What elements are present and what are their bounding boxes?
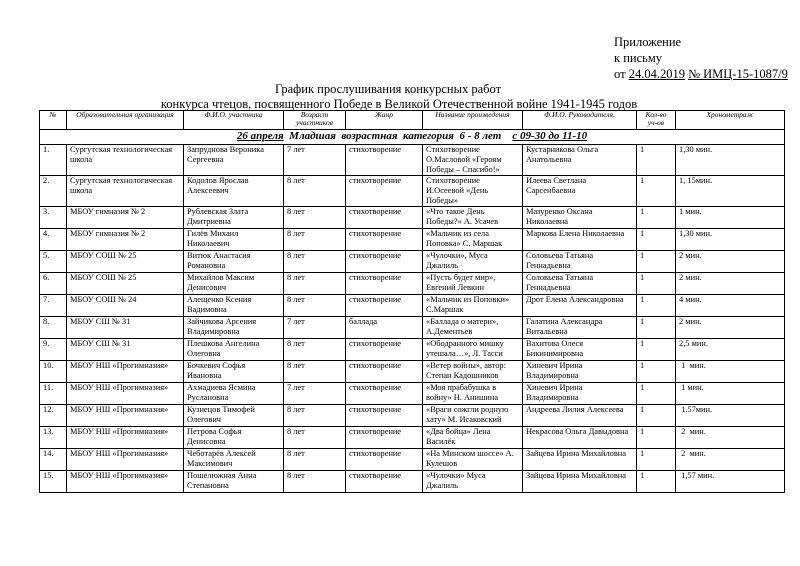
table-cell: МБОУ СОШ № 25: [67, 273, 184, 295]
table-row: [40, 295, 785, 317]
table-cell: 8 лет: [284, 251, 346, 273]
table-cell: «Чулочки», Муса Джалиль: [423, 251, 523, 273]
table-cell: 8 лет: [284, 339, 346, 361]
table-cell: МБОУ НШ «Прогимназия»: [67, 449, 184, 471]
column-header: Возраст участников: [284, 111, 346, 130]
table-cell: стихотворение: [346, 339, 423, 361]
banner-cell: [40, 130, 785, 145]
table-cell: 1: [637, 383, 676, 405]
table-cell: 1: [637, 176, 676, 207]
table-cell: Бочкевич Софья Ивановна: [184, 361, 284, 383]
table-cell: 1: [637, 229, 676, 251]
table-cell: Галатина Александра Витальевна: [523, 317, 637, 339]
table-cell: МБОУ НШ «Прогимназия»: [67, 471, 184, 493]
table-cell: Некрасова Ольга Давыдовна: [523, 427, 637, 449]
table-row: [40, 471, 785, 493]
annex-line-3: [614, 66, 788, 82]
annex-line-2: к письму: [614, 51, 662, 65]
table-cell: 8 лет: [284, 273, 346, 295]
table-cell: 9.: [40, 339, 67, 361]
table-cell: Рублевская Злата Дмитриевна: [184, 207, 284, 229]
table-cell: Соловьева Татьяна Геннадьевна: [523, 251, 637, 273]
table-cell: 1: [637, 361, 676, 383]
table-cell: 4 мин.: [676, 295, 785, 317]
table-cell: Алещенко Ксения Вадимовна: [184, 295, 284, 317]
table-cell: Вахитова Олеся Бикинимировна: [523, 339, 637, 361]
table-cell: 1, 15мин.: [676, 176, 785, 207]
table-cell: 15.: [40, 471, 67, 493]
table-cell: 10.: [40, 361, 67, 383]
table-row: [40, 427, 785, 449]
table-cell: МБОУ СШ № 31: [67, 339, 184, 361]
table-cell: Михайлов Максим Денисович: [184, 273, 284, 295]
table-cell: 8 лет: [284, 295, 346, 317]
table-cell: 1: [637, 405, 676, 427]
table-cell: 2 мин.: [676, 317, 785, 339]
table-cell: 7 лет: [284, 383, 346, 405]
table-cell: МБОУ СОШ № 24: [67, 295, 184, 317]
table-cell: 1 мин.: [676, 383, 785, 405]
column-header: Образовательная организация: [67, 111, 184, 130]
column-header: Ф.И.О. Руководителя,: [523, 111, 637, 130]
banner-date: 26 апреля: [236, 130, 284, 142]
document-subtitle: конкурса чтецов, посвященного Победе в Великой Отечественной войне 1941-1945 годов: [160, 97, 638, 111]
table-cell: Чеботарёв Алексей Максимович: [184, 449, 284, 471]
table-cell: стихотворение: [346, 449, 423, 471]
table-cell: «Ветер войны», автор: Степан Кадошников: [423, 361, 523, 383]
table-cell: «Пусть будет мир», Евгений Левкин: [423, 273, 523, 295]
table-cell: стихотворение: [346, 295, 423, 317]
table-cell: стихотворение: [346, 145, 423, 176]
table-row: [40, 145, 785, 176]
table-cell: 8 лет: [284, 176, 346, 207]
table-cell: 8 лет: [284, 229, 346, 251]
table-cell: «Чулочки» Муса Джалиль: [423, 471, 523, 493]
table-cell: «Что такое День Победы?» А. Усачев: [423, 207, 523, 229]
table-cell: 1: [637, 207, 676, 229]
table-cell: Маркова Елена Николаевна: [523, 229, 637, 251]
table-cell: стихотворение: [346, 273, 423, 295]
table-cell: 11.: [40, 383, 67, 405]
document-title: График прослушивания конкурсных работ: [274, 82, 502, 96]
table-cell: 5.: [40, 251, 67, 273]
table-cell: 7.: [40, 295, 67, 317]
table-cell: 1,57 мин.: [676, 471, 785, 493]
table-cell: МБОУ НШ «Прогимназия»: [67, 383, 184, 405]
table-row: [40, 273, 785, 295]
column-header: Ф.И.О. участника: [184, 111, 284, 130]
table-cell: МБОУ гимназия № 2: [67, 207, 184, 229]
table-cell: 2 мин.: [676, 273, 785, 295]
table-cell: 4.: [40, 229, 67, 251]
table-cell: «Враги сожгли родную хату» М. Исаковский: [423, 405, 523, 427]
table-cell: «Два бойца» Лена Василёк: [423, 427, 523, 449]
table-cell: «Моя прабабушка в войну» Н. Анишина: [423, 383, 523, 405]
table-cell: Кузнецов Тимофей Олегович: [184, 405, 284, 427]
table-cell: 1: [637, 145, 676, 176]
table-cell: Андреева Лилия Алексеева: [523, 405, 637, 427]
table-cell: Дрот Елена Александровна: [523, 295, 637, 317]
table-cell: Соловьева Татьяна Геннадьевна: [523, 273, 637, 295]
table-cell: 1.: [40, 145, 67, 176]
table-cell: Запруднова Вероника Сергеевна: [184, 145, 284, 176]
table-cell: стихотворение: [346, 229, 423, 251]
banner-time: с 09-30 до 11-10: [512, 130, 588, 142]
table-cell: стихотворение: [346, 176, 423, 207]
table-cell: Сургутская технологическая школа: [67, 145, 184, 176]
table-row: [40, 449, 785, 471]
table-cell: 8 лет: [284, 471, 346, 493]
table-cell: Стихотворение И.Осеевой «День Победы»: [423, 176, 523, 207]
table-cell: 2 мин.: [676, 427, 785, 449]
table-cell: 8 лет: [284, 449, 346, 471]
annex-block: [614, 34, 788, 82]
table-cell: стихотворение: [346, 383, 423, 405]
table-cell: Зайцева Ирина Михайловна: [523, 449, 637, 471]
table-cell: 12.: [40, 405, 67, 427]
table-cell: «Ободранного мишку утешала…», Л. Тасси: [423, 339, 523, 361]
table-cell: 1: [637, 471, 676, 493]
table-cell: 1: [637, 339, 676, 361]
table-cell: Зайцева Ирина Михайловна: [523, 471, 637, 493]
column-header: Жанр: [346, 111, 423, 130]
table-row: [40, 207, 785, 229]
table-cell: МБОУ гимназия № 2: [67, 229, 184, 251]
table-cell: МБОУ СШ № 31: [67, 317, 184, 339]
table-cell: МБОУ СОШ № 25: [67, 251, 184, 273]
table-cell: Петрова Софья Денисовна: [184, 427, 284, 449]
table-cell: 1: [637, 251, 676, 273]
table-cell: Сургутская технологическая школа: [67, 176, 184, 207]
table-cell: Хиневич Ирина Владимировна: [523, 383, 637, 405]
annex-number: № ИМЦ-15-1087/9: [688, 67, 788, 81]
schedule-table: [39, 110, 785, 493]
table-row: [40, 317, 785, 339]
table-cell: «Мальчик из Поповки» С.Маршак: [423, 295, 523, 317]
annex-line-1: Приложение: [614, 35, 682, 49]
table-cell: 3.: [40, 207, 67, 229]
column-header: №: [40, 111, 67, 130]
table-cell: Гилёв Михаил Николаевич: [184, 229, 284, 251]
annex-from: от: [614, 67, 629, 81]
table-cell: стихотворение: [346, 207, 423, 229]
table-cell: МБОУ НШ «Прогимназия»: [67, 361, 184, 383]
table-cell: стихотворение: [346, 361, 423, 383]
table-cell: 1: [637, 427, 676, 449]
table-cell: Кустарникова Ольга Анатольевна: [523, 145, 637, 176]
table-cell: Пошелюжная Анна Степановна: [184, 471, 284, 493]
banner-row: [40, 130, 785, 145]
table-cell: 1: [637, 273, 676, 295]
table-cell: 2,5 мин.: [676, 339, 785, 361]
table-cell: 8 лет: [284, 427, 346, 449]
column-header: Хронометраж: [676, 111, 785, 130]
table-cell: «Мальчик из села Поповка» С. Маршак: [423, 229, 523, 251]
table-row: [40, 361, 785, 383]
table-cell: Кодолов Ярослав Алексеевич: [184, 176, 284, 207]
table-cell: 2 мин.: [676, 251, 785, 273]
table-cell: Хиневич Ирина Владимировна: [523, 361, 637, 383]
header-row: [40, 111, 785, 130]
table-cell: 1,30 мин.: [676, 229, 785, 251]
table-cell: Плешкова Ангелина Олеговна: [184, 339, 284, 361]
table-cell: 13.: [40, 427, 67, 449]
table-cell: 8 лет: [284, 207, 346, 229]
table-cell: 1 мин.: [676, 207, 785, 229]
table-cell: Зайчикова Арсения Владимировна: [184, 317, 284, 339]
table-cell: баллада: [346, 317, 423, 339]
annex-date: 24.04.2019: [628, 67, 685, 81]
table-row: [40, 176, 785, 207]
table-cell: стихотворение: [346, 427, 423, 449]
table-cell: 7 лет: [284, 317, 346, 339]
table-cell: 8.: [40, 317, 67, 339]
table-cell: 1: [637, 449, 676, 471]
table-cell: 8 лет: [284, 405, 346, 427]
table-row: [40, 339, 785, 361]
table-cell: стихотворение: [346, 471, 423, 493]
table-cell: 2 мин.: [676, 449, 785, 471]
table-cell: Витюк Анастасия Романовна: [184, 251, 284, 273]
column-header: Кол-во уч-ов: [637, 111, 676, 130]
table-cell: 8 лет: [284, 361, 346, 383]
table-cell: 7 лет: [284, 145, 346, 176]
table-cell: МБОУ НШ «Прогимназия»: [67, 405, 184, 427]
table-cell: 1.57мин.: [676, 405, 785, 427]
table-cell: Илеева Светлана Сарсенбаевна: [523, 176, 637, 207]
table-cell: 2.: [40, 176, 67, 207]
table-row: [40, 383, 785, 405]
table-cell: 1 мин.: [676, 361, 785, 383]
table-cell: 6.: [40, 273, 67, 295]
table-cell: 1: [637, 317, 676, 339]
table-row: [40, 229, 785, 251]
table-cell: 14.: [40, 449, 67, 471]
table-row: [40, 251, 785, 273]
table-row: [40, 405, 785, 427]
table-cell: «На Минском шоссе» А. Кулешов: [423, 449, 523, 471]
table-cell: «Баллада о матери», А.Дементьев: [423, 317, 523, 339]
table-cell: 1: [637, 295, 676, 317]
table-cell: стихотворение: [346, 251, 423, 273]
table-cell: 1,30 мин.: [676, 145, 785, 176]
banner-category: Младшая возрастная категория 6 - 8 лет: [283, 130, 513, 142]
table-cell: стихотворение: [346, 405, 423, 427]
table-cell: Ахмадиева Ясмина Руслановна: [184, 383, 284, 405]
table-cell: Стихотворение О.Масловой «Героям Победы – Спасибо!»: [423, 145, 523, 176]
column-header: Название произведения: [423, 111, 523, 130]
table-cell: МБОУ НШ «Прогимназия»: [67, 427, 184, 449]
table-cell: Мазуренко Оксана Николаевна: [523, 207, 637, 229]
